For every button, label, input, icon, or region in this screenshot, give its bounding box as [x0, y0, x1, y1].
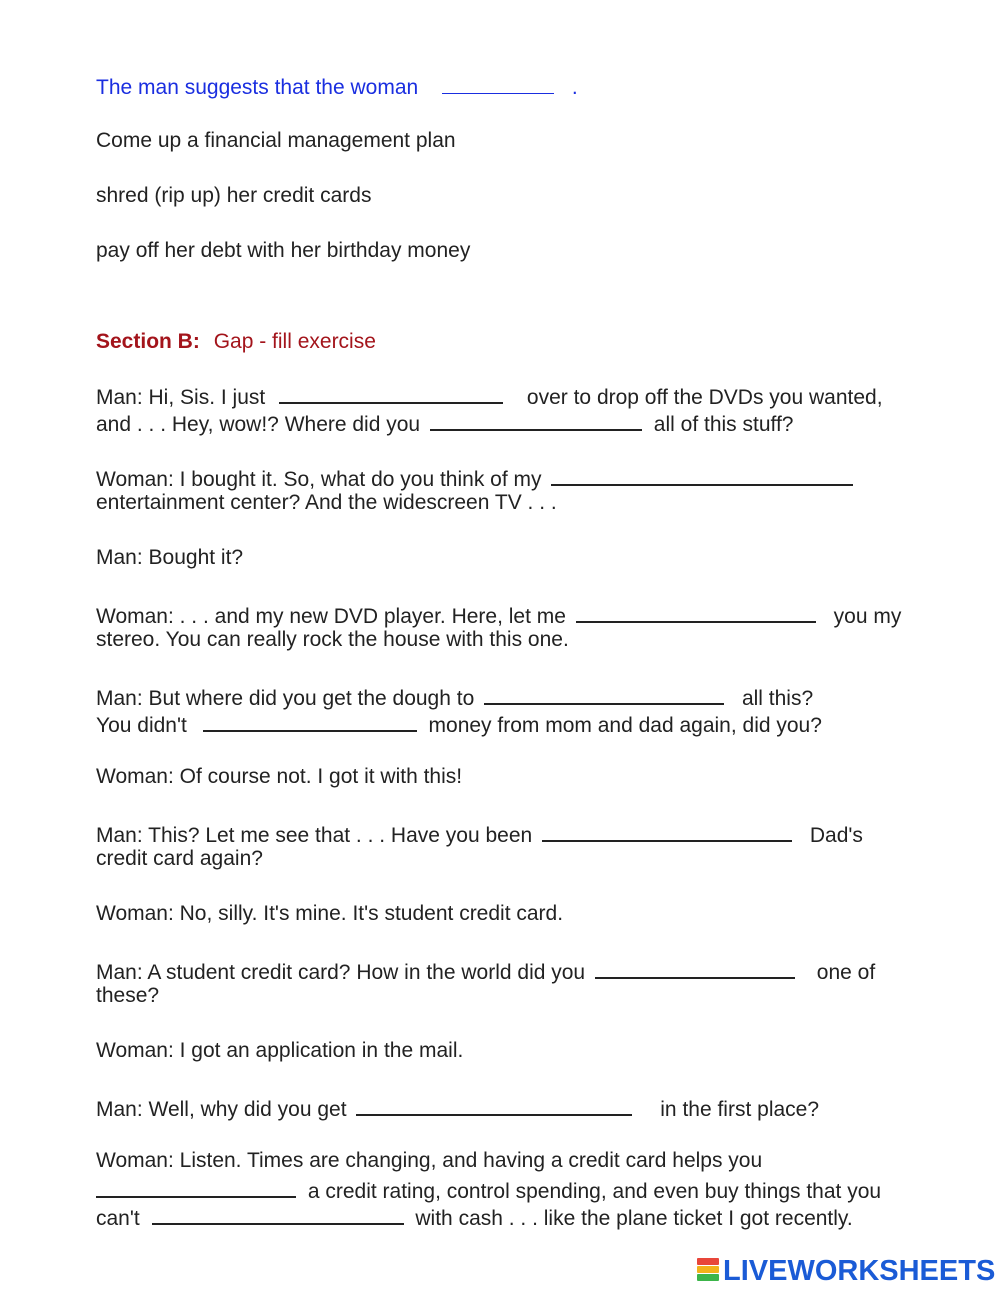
dialogue-text: over to drop off the DVDs you wanted, [526, 386, 883, 409]
dialogue-text: You didn't [96, 714, 187, 737]
gap-5[interactable] [484, 681, 724, 705]
dialogue-text: and . . . Hey, wow!? Where did you [96, 413, 421, 436]
dialogue-line: Woman: Listen. Times are changing, and having a credit card helps you [96, 1149, 763, 1172]
logo-text: LIVEWORKSHEETS [723, 1254, 996, 1287]
dialogue-text: a credit rating, control spending, and even buy things that you [307, 1180, 882, 1203]
gap-9[interactable] [356, 1092, 632, 1116]
dialogue-text: all this? [741, 687, 814, 710]
dialogue-text: with cash . . . like the plane ticket I got recently. [415, 1207, 853, 1230]
dialogue-line [96, 407, 794, 438]
dialogue-text: Man: Well, why did you get [96, 1098, 347, 1121]
section-b-label: Section B: [96, 330, 200, 353]
dialogue-text: one of [816, 961, 876, 984]
logo-blocks-icon [697, 1258, 719, 1284]
dialogue-text: you my [833, 605, 902, 628]
question-prompt-end: . [571, 76, 578, 99]
gap-11[interactable] [152, 1201, 404, 1225]
dialogue-line: Man: Bought it? [96, 546, 244, 569]
dialogue-text: can't [96, 1207, 140, 1230]
question-prompt [96, 73, 578, 101]
dialogue-line [96, 955, 875, 986]
dialogue-line: stereo. You can really rock the house with this one. [96, 628, 569, 651]
question-answer-gap[interactable] [442, 73, 554, 94]
gap-4[interactable] [576, 599, 816, 623]
dialogue-text: all of this stuff? [653, 413, 794, 436]
gap-10[interactable] [96, 1174, 296, 1198]
option-2[interactable]: shred (rip up) her credit cards [96, 184, 372, 207]
dialogue-line [96, 1092, 819, 1123]
dialogue-text: Man: A student credit card? How in the world did you [96, 961, 586, 984]
dialogue-line [96, 1201, 853, 1232]
option-1[interactable]: Come up a financial management plan [96, 129, 456, 152]
dialogue-line [96, 708, 822, 739]
section-b-heading [96, 328, 376, 355]
dialogue-text: Man: This? Let me see that . . . Have you been [96, 824, 533, 847]
option-3[interactable]: pay off her debt with her birthday money [96, 239, 471, 262]
dialogue-text: money from mom and dad again, did you? [428, 714, 822, 737]
dialogue-text: Dad's [809, 824, 863, 847]
dialogue-text: Woman: I bought it. So, what do you think of my [96, 468, 542, 491]
gap-6[interactable] [203, 708, 417, 732]
dialogue-line: these? [96, 984, 160, 1007]
dialogue-text: in the first place? [660, 1098, 820, 1121]
gap-7[interactable] [542, 818, 792, 842]
dialogue-line: entertainment center? And the widescreen TV . . . [96, 491, 557, 514]
gap-3[interactable] [551, 462, 853, 486]
gap-1[interactable] [279, 380, 503, 404]
gap-2[interactable] [430, 407, 642, 431]
dialogue-line: credit card again? [96, 847, 263, 870]
dialogue-text: Man: But where did you get the dough to [96, 687, 475, 710]
dialogue-line: Woman: I got an application in the mail. [96, 1039, 464, 1062]
dialogue-text: Man: Hi, Sis. I just [96, 386, 266, 409]
liveworksheets-logo[interactable] [697, 1254, 995, 1288]
gap-8[interactable] [595, 955, 795, 979]
dialogue-line: Woman: No, silly. It's mine. It's student credit card. [96, 902, 564, 925]
question-prompt-text: The man suggests that the woman [96, 76, 419, 99]
dialogue-line: Woman: Of course not. I got it with this! [96, 765, 463, 788]
section-b-title: Gap - fill exercise [213, 330, 376, 353]
dialogue-text: Woman: . . . and my new DVD player. Here, let me [96, 605, 566, 628]
